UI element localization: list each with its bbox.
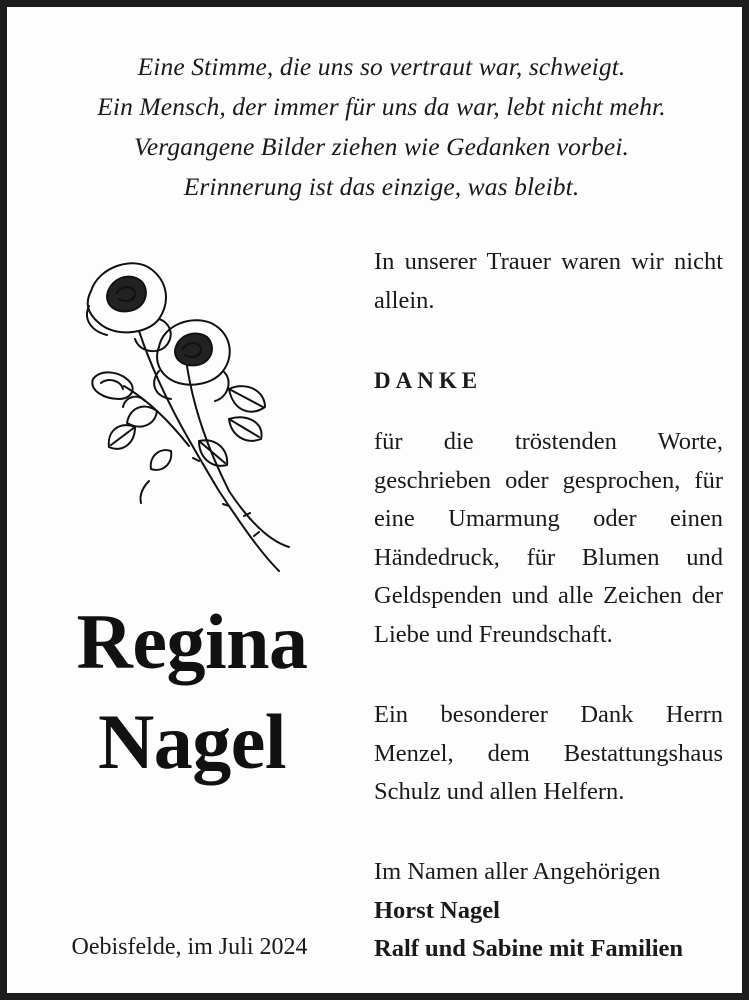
signature-line-2: Ralf und Sabine mit Familien [374, 935, 684, 962]
poem-line: Ein Mensch, der immer für uns da war, lebt nicht mehr. [97, 92, 666, 121]
deceased-first-name: Regina [76, 598, 308, 685]
deceased-last-name: Nagel [97, 698, 287, 785]
signature-block [374, 853, 723, 969]
intro-text: In unserer Trauer waren wir nicht allein. [374, 248, 723, 314]
special-thanks-text: Ein besonderer Dank Herrn Menzel, dem Bestattungshaus Schulz und allen Helfern. [374, 701, 723, 805]
signature-line-1: Horst Nagel [374, 896, 500, 924]
danke-heading: DANKE [374, 368, 483, 393]
place-and-date: Oebisfelde, im Juli 2024 [71, 934, 308, 960]
poem-line: Vergangene Bilder ziehen wie Gedanken vorbei. [134, 132, 629, 161]
poem [7, 47, 749, 207]
poem-line: Erinnerung ist das einzige, was bleibt. [183, 172, 580, 201]
thanks-text: für die tröstenden Worte, geschrieben oder gesprochen, für eine Umarmung oder einen Händedruck, für Blumen und Geldspenden und alle Zeichen der Liebe und Freundschaft. [374, 428, 723, 648]
signature-preface: Im Namen aller Angehörigen [374, 858, 661, 885]
roses-illustration-icon [79, 251, 299, 581]
poem-line: Eine Stimme, die uns so vertraut war, schweigt. [137, 52, 626, 81]
